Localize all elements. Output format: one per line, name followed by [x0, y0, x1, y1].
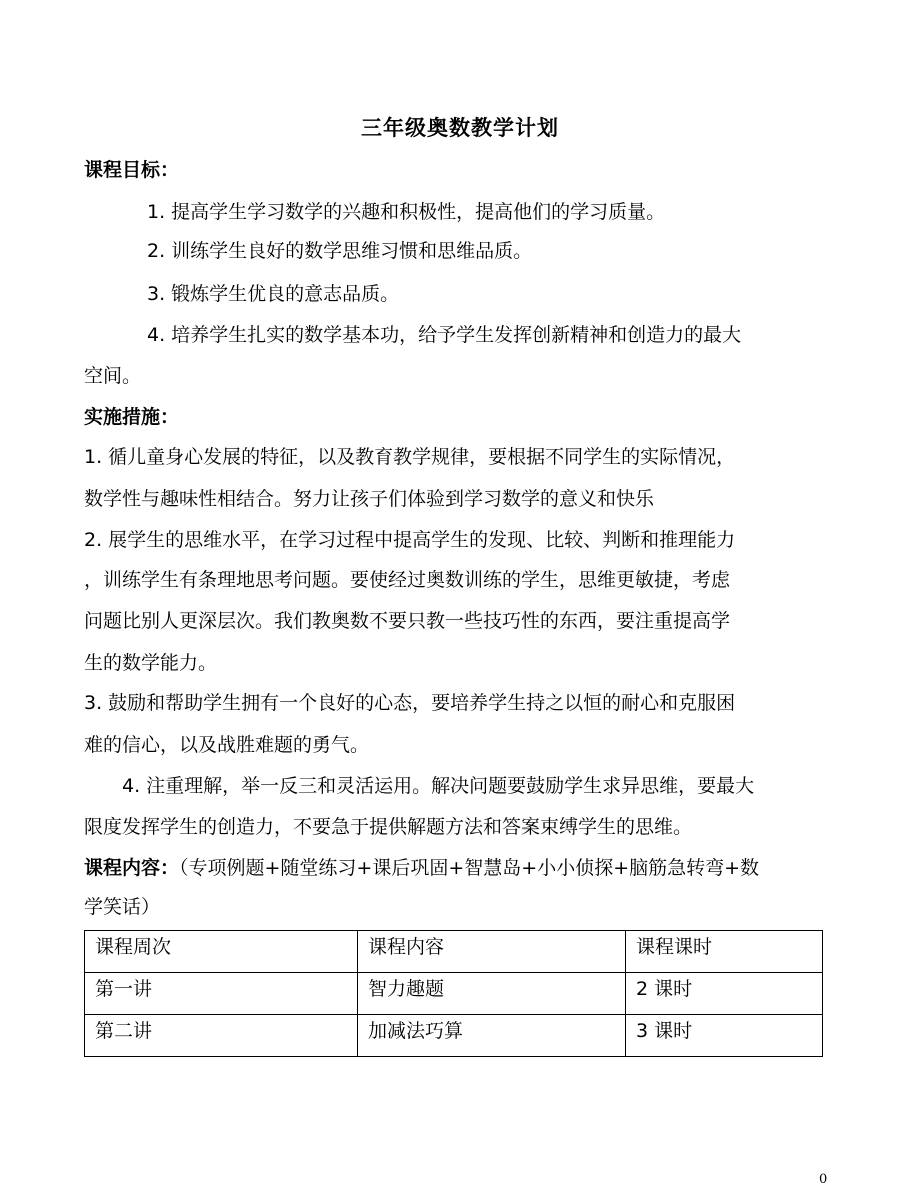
cell-content: 智力趣题 [358, 973, 626, 1015]
content-line-2: 学笑话） [84, 896, 161, 918]
cell-content: 加减法巧算 [358, 1015, 626, 1057]
measure-line-3: 2. 展学生的思维水平，在学习过程中提高学生的发现、比较、判断和推理能力 [84, 529, 736, 551]
cell-week: 第二讲 [85, 1015, 358, 1057]
measure-line-4: ，训练学生有条理地思考问题。要使经过奥数训练的学生，思维更敏捷，考虑 [84, 569, 731, 591]
goal-item-2: 2. 训练学生良好的数学思维习惯和思维品质。 [147, 240, 533, 262]
cell-hours: 2 课时 [626, 973, 823, 1015]
content-heading: 课程内容： [84, 857, 180, 879]
page-number: 0 [819, 1172, 828, 1187]
table-row [85, 1015, 823, 1057]
cell-week: 第一讲 [85, 973, 358, 1015]
header-week: 课程周次 [85, 931, 358, 973]
goal-item-4-cont: 空间。 [84, 365, 142, 387]
course-table [84, 930, 823, 1057]
table-row [85, 973, 823, 1015]
measure-line-1: 1. 循儿童身心发展的特征，以及教育教学规律，要根据不同学生的实际情况， [84, 446, 736, 468]
header-content: 课程内容 [358, 931, 626, 973]
measure-line-7: 3. 鼓励和帮助学生拥有一个良好的心态，要培养学生持之以恒的耐心和克服困 [84, 692, 736, 714]
goal-item-3: 3. 锻炼学生优良的意志品质。 [147, 283, 400, 305]
measures-heading: 实施措施： [84, 406, 180, 428]
measure-line-2: 数学性与趣味性相结合。努力让孩子们体验到学习数学的意义和快乐 [84, 488, 655, 510]
page-title: 三年级奥数教学计划 [361, 116, 559, 140]
goals-heading: 课程目标： [84, 159, 180, 181]
table-header-row [85, 931, 823, 973]
header-hours: 课程课时 [626, 931, 823, 973]
cell-hours: 3 课时 [626, 1015, 823, 1057]
measure-line-8: 难的信心，以及战胜难题的勇气。 [84, 734, 370, 756]
measure-line-5: 问题比别人更深层次。我们教奥数不要只教一些技巧性的东西，要注重提高学 [84, 610, 731, 632]
measure-line-6: 生的数学能力。 [84, 652, 218, 674]
goal-item-1: 1. 提高学生学习数学的兴趣和积极性，提高他们的学习质量。 [147, 201, 666, 223]
measure-line-10: 限度发挥学生的创造力，不要急于提供解题方法和答案束缚学生的思维。 [84, 816, 693, 838]
content-desc: （专项例题+随堂练习+课后巩固+智慧岛+小小侦探+脑筋急转弯+数 [179, 857, 760, 879]
measure-line-9: 4. 注重理解，举一反三和灵活运用。解决问题要鼓励学生求异思维，要最大 [122, 775, 755, 797]
content-line-1 [84, 854, 759, 882]
goal-item-4: 4. 培养学生扎实的数学基本功，给予学生发挥创新精神和创造力的最大 [147, 324, 742, 346]
